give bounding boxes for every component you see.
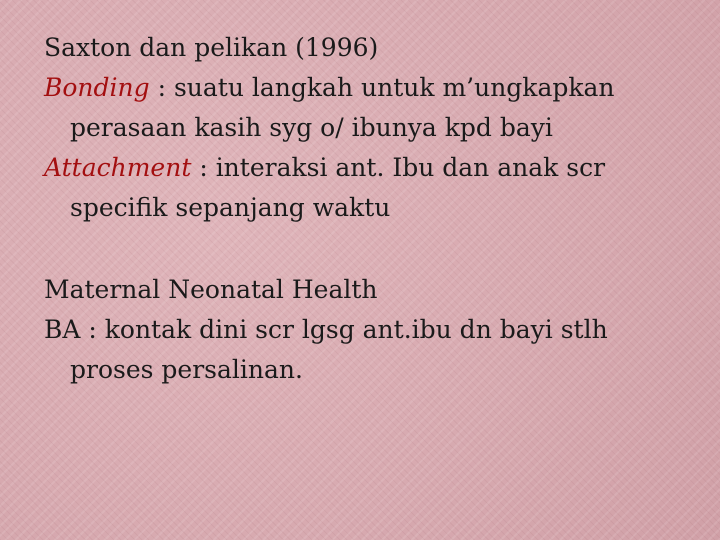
- ba-definition: BA : kontak dini scr lgsg ant.ibu dn bayi stlh proses persalinan.: [44, 315, 608, 384]
- attachment-term: Attachment: [44, 153, 192, 182]
- section-heading: Maternal Neonatal Health: [44, 275, 378, 304]
- bonding-definition: [44, 68, 684, 148]
- attachment-definition: [44, 148, 684, 228]
- source-citation: Saxton dan pelikan (1996): [44, 33, 379, 62]
- bonding-term: Bonding: [44, 73, 150, 102]
- bonding-text: : suatu langkah untuk m’ungkapkan perasaan kasih syg o/ ibunya kpd bayi: [70, 73, 615, 142]
- slide-content: [44, 28, 684, 390]
- spacer: [44, 228, 684, 270]
- attachment-text: : interaksi ant. Ibu dan anak scr specifik sepanjang waktu: [70, 153, 606, 222]
